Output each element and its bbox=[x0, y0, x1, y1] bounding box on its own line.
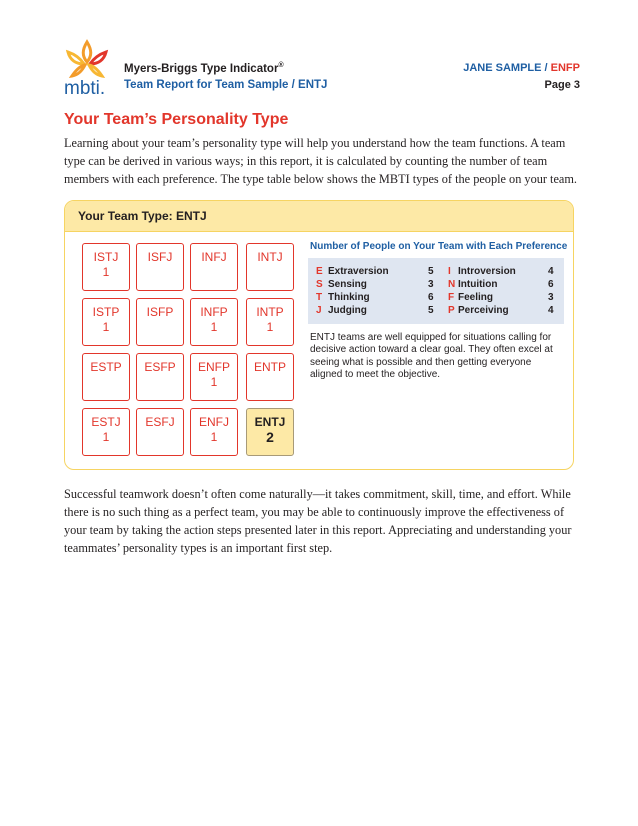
pref-word: Judging bbox=[328, 305, 367, 316]
type-cell-label: ESTJ bbox=[91, 415, 121, 429]
type-cell-label: ISFP bbox=[146, 305, 174, 319]
pref-letter: P bbox=[448, 305, 455, 316]
pref-word: Intuition bbox=[458, 279, 498, 290]
intro-paragraph: Learning about your team’s personality type will help you understand how the team functions. A team type can be derived in various ways; in this report, it is calculated by counting the number of team members with each preference. The type table below shows the MBTI types of the people on your team. bbox=[64, 136, 578, 186]
pref-count: 6 bbox=[428, 292, 434, 303]
person-name: JANE SAMPLE bbox=[463, 62, 542, 74]
type-cell-count: 1 bbox=[210, 430, 218, 444]
preference-table bbox=[308, 258, 564, 324]
type-cell-label: ESFP bbox=[144, 360, 176, 374]
type-cell-infj bbox=[190, 243, 238, 291]
preference-row bbox=[308, 305, 564, 318]
type-cell-enfp bbox=[190, 353, 238, 401]
pref-letter: N bbox=[448, 279, 456, 290]
pref-count: 3 bbox=[548, 292, 554, 303]
type-cell-count: 1 bbox=[102, 265, 110, 279]
type-cell-label: ISFJ bbox=[147, 250, 173, 264]
pref-word: Sensing bbox=[328, 279, 367, 290]
team-type-description: ENTJ teams are well equipped for situations calling for decisive action toward a clear goal. They often excel at seeing what is possible and then getting everyone aligned to meet the objective. bbox=[310, 332, 553, 381]
report-title: Myers-Briggs Type Indicator® bbox=[124, 62, 284, 75]
type-cell-istp bbox=[82, 298, 130, 346]
person-type: ENFP bbox=[550, 62, 580, 74]
type-cell-label: ENFJ bbox=[199, 415, 229, 429]
registered-mark: ® bbox=[278, 62, 284, 69]
type-cell-count: 1 bbox=[102, 430, 110, 444]
type-cell-esfj bbox=[136, 408, 184, 456]
person-name-type bbox=[463, 62, 580, 74]
type-cell-entp bbox=[246, 353, 294, 401]
type-cell-count: 1 bbox=[266, 320, 274, 334]
preference-row bbox=[308, 292, 564, 305]
logo-text: mbti. bbox=[64, 78, 106, 99]
pref-count: 5 bbox=[428, 266, 434, 277]
type-cell-istj bbox=[82, 243, 130, 291]
pref-count: 4 bbox=[548, 305, 554, 316]
pref-word: Thinking bbox=[328, 292, 370, 303]
type-cell-estp bbox=[82, 353, 130, 401]
pref-letter: F bbox=[448, 292, 455, 303]
type-cell-count: 1 bbox=[210, 375, 218, 389]
type-cell-label: ENFP bbox=[197, 360, 230, 374]
preference-table-title: Number of People on Your Team with Each Preference bbox=[310, 241, 568, 252]
type-cell-label: ISTP bbox=[92, 305, 120, 319]
type-cell-enfj bbox=[190, 408, 238, 456]
type-cell-estj bbox=[82, 408, 130, 456]
type-cell-isfp bbox=[136, 298, 184, 346]
type-cell-label: ESFJ bbox=[145, 415, 175, 429]
type-cell-entj bbox=[246, 408, 294, 456]
type-cell-count: 2 bbox=[266, 429, 274, 445]
type-cell-intp bbox=[246, 298, 294, 346]
type-cell-count: 1 bbox=[102, 320, 110, 334]
pref-word: Feeling bbox=[458, 292, 494, 303]
pref-letter: E bbox=[316, 266, 323, 277]
report-subtitle: Team Report for Team Sample / ENTJ bbox=[124, 79, 328, 91]
closing-paragraph: Successful teamwork doesn’t often come naturally—it takes commitment, skill, time, and effort. While there is no such thing as a perfect team, you may be able to continuously improve the effectiveness of your team by taking the action steps presented later in this report. Appreciating and understanding your teammates’ personality types is an important first step. bbox=[64, 487, 572, 555]
type-cell-label: ISTJ bbox=[93, 250, 119, 264]
pref-letter: T bbox=[316, 292, 323, 303]
preference-row bbox=[308, 279, 564, 292]
type-cell-count: 1 bbox=[210, 320, 218, 334]
preference-row bbox=[308, 266, 564, 279]
pref-letter: S bbox=[316, 279, 323, 290]
pref-count: 5 bbox=[428, 305, 434, 316]
type-cell-intj bbox=[246, 243, 294, 291]
pref-word: Perceiving bbox=[458, 305, 509, 316]
type-cell-isfj bbox=[136, 243, 184, 291]
type-cell-label: INTJ bbox=[257, 250, 283, 264]
type-cell-infp bbox=[190, 298, 238, 346]
type-cell-label: ESTP bbox=[90, 360, 122, 374]
pref-letter: J bbox=[316, 305, 322, 316]
pref-count: 4 bbox=[548, 266, 554, 277]
pref-word: Extraversion bbox=[328, 266, 389, 277]
page-number: Page 3 bbox=[544, 79, 580, 91]
type-cell-esfp bbox=[136, 353, 184, 401]
type-cell-label: INTP bbox=[256, 305, 284, 319]
type-cell-label: INFJ bbox=[201, 250, 227, 264]
pref-count: 6 bbox=[548, 279, 554, 290]
pref-letter: I bbox=[448, 266, 451, 277]
pref-count: 3 bbox=[428, 279, 434, 290]
type-cell-label: ENTJ bbox=[254, 415, 286, 429]
pref-word: Introversion bbox=[458, 266, 516, 277]
type-cell-label: INFP bbox=[200, 305, 228, 319]
section-title: Your Team’s Personality Type bbox=[64, 111, 289, 128]
team-type-title: Your Team Type: ENTJ bbox=[78, 209, 207, 223]
name-separator: / bbox=[541, 62, 551, 74]
type-cell-label: ENTP bbox=[253, 360, 286, 374]
